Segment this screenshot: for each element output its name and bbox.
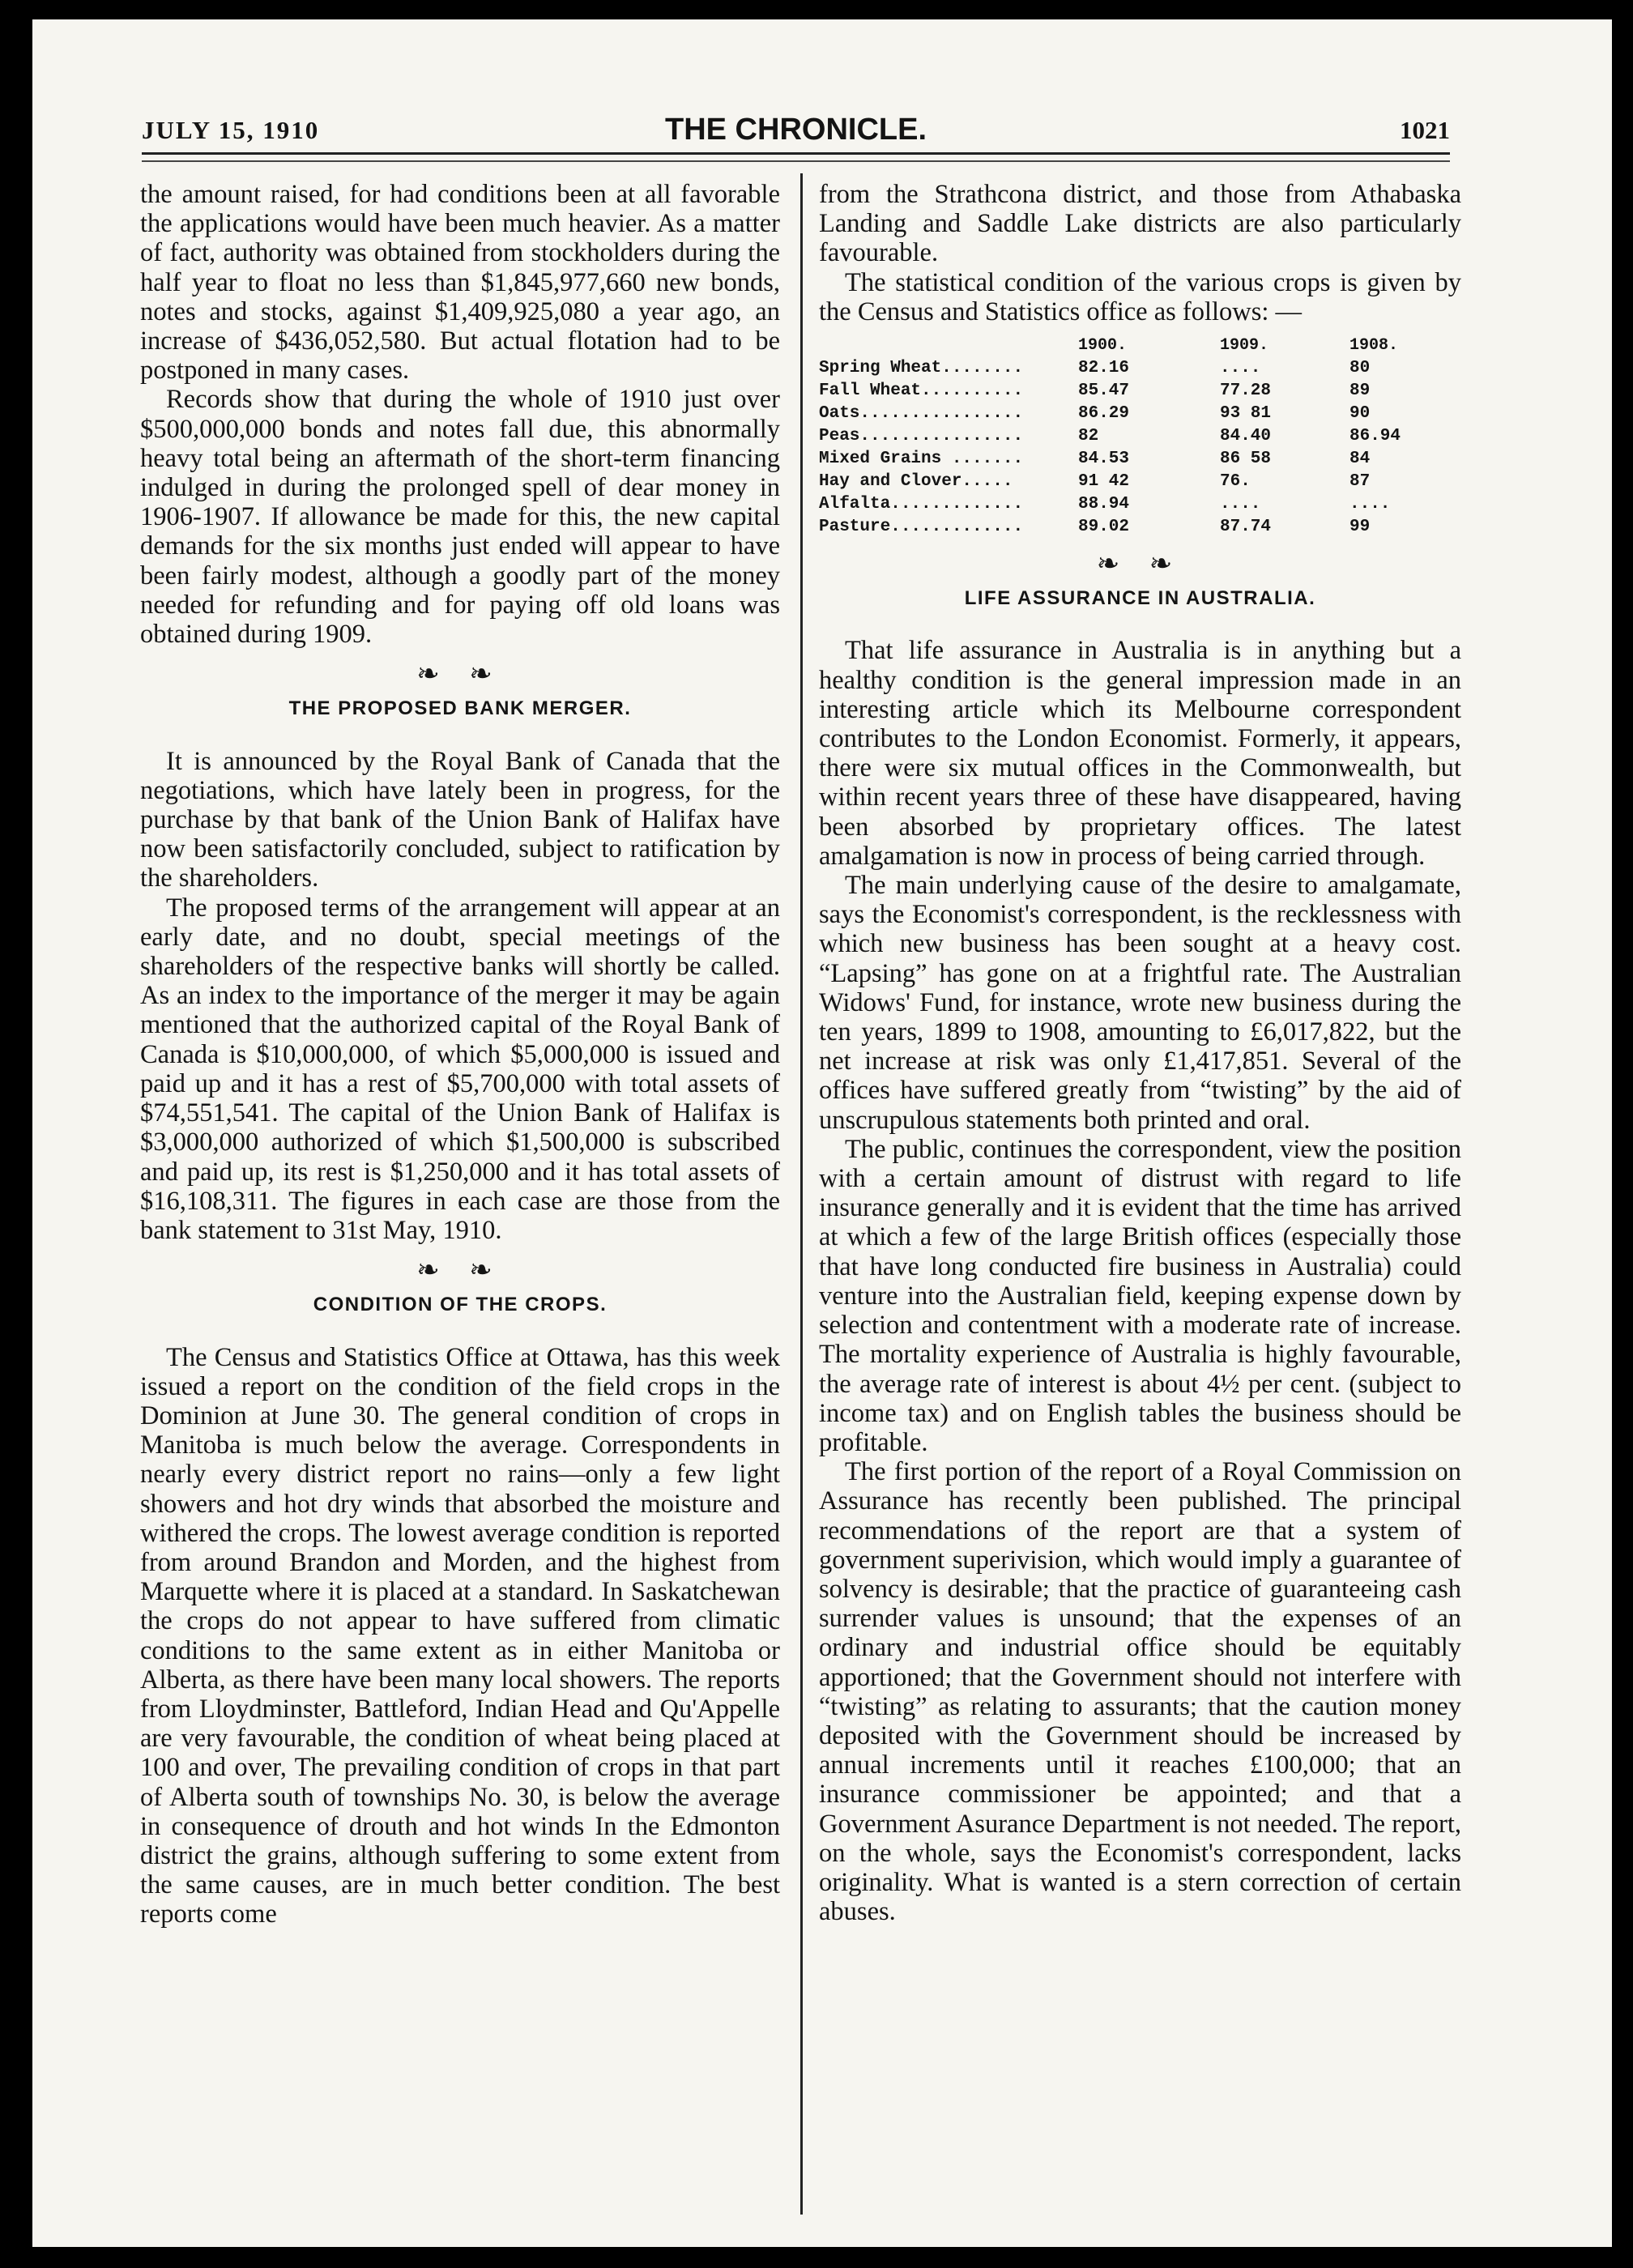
crop-name: Pasture............. bbox=[819, 518, 1024, 537]
table-cell: 87 bbox=[1349, 472, 1371, 492]
table-row bbox=[819, 448, 1461, 471]
table-cell: 84.53 bbox=[1078, 450, 1130, 469]
table-header-cell: 1909. bbox=[1220, 336, 1269, 356]
crop-name: Spring Wheat........ bbox=[819, 359, 1024, 378]
table-header-row bbox=[819, 335, 1461, 357]
table-cell: 93 81 bbox=[1220, 404, 1272, 424]
table-row bbox=[819, 493, 1461, 516]
table-cell: 80 bbox=[1349, 359, 1371, 378]
table-cell: 99 bbox=[1349, 518, 1371, 537]
left-column bbox=[140, 180, 780, 1929]
table-cell: 84 bbox=[1349, 450, 1371, 469]
issue-date: JULY 15, 1910 bbox=[142, 116, 320, 144]
right-column bbox=[819, 180, 1461, 1926]
fleuron-ornament: ❧ ❧ bbox=[416, 659, 504, 690]
table-row bbox=[819, 425, 1461, 448]
headline-bank-merger: THE PROPOSED BANK MERGER. bbox=[288, 697, 632, 720]
table-row bbox=[819, 471, 1461, 493]
table-cell: 76. bbox=[1220, 472, 1251, 492]
table-cell: .... bbox=[1220, 359, 1261, 378]
article-paragraph: from the Strathcona district, and those from Athabaska Landing and Saddle Lake districts are also particularly favourable. bbox=[819, 180, 1461, 268]
table-cell: 84.40 bbox=[1220, 427, 1272, 446]
crop-name: Mixed Grains ....... bbox=[819, 450, 1024, 469]
table-cell: 89 bbox=[1349, 382, 1371, 401]
table-row bbox=[819, 516, 1461, 539]
page-header bbox=[142, 96, 1450, 153]
column-divider bbox=[800, 173, 803, 2215]
table-cell: .... bbox=[1349, 495, 1391, 514]
table-cell: 77.28 bbox=[1220, 382, 1272, 401]
article-paragraph: The first portion of the report of a Royal Commission on Assurance has recently been published. The principal recommendations of the report are that a system of government superivision, which would imply a guarantee of solvency is desirable; that the practice of guaranteeing cash surrender values is unsound; that the expenses of an ordinary and industrial office should be equitably apportioned; that the Government should not interfere with “twisting” as relating to assurants; that the caution money deposited with the Government should be increased by annual increments until it reaches £100,000; that an insurance commissioner be appointed; and that a Government Asurance Department is not needed. The report, on the whole, says the Economist's correspondent, lacks originality. What is wanted is a stern correction of certain abuses. bbox=[819, 1457, 1461, 1927]
table-cell: 85.47 bbox=[1078, 382, 1130, 401]
table-row bbox=[819, 403, 1461, 425]
table-cell: 82.16 bbox=[1078, 359, 1130, 378]
page-number: 1021 bbox=[1400, 116, 1450, 144]
table-cell: 86.94 bbox=[1349, 427, 1401, 446]
crop-condition-table bbox=[819, 335, 1461, 539]
crop-name: Alfalta............. bbox=[819, 495, 1024, 514]
fleuron-ornament: ❧ ❧ bbox=[1096, 549, 1184, 580]
table-cell: 86.29 bbox=[1078, 404, 1130, 424]
table-header-cell bbox=[819, 335, 1078, 357]
table-row bbox=[819, 380, 1461, 403]
table-header-cell: 1900. bbox=[1078, 336, 1128, 356]
publication-title: THE CHRONICLE. bbox=[665, 113, 927, 147]
article-paragraph: the amount raised, for had conditions been at all favorable the applications would have been much heavier. As a matter of fact, authority was obtained from stockholders during the half year to float no less than $1,845,977,660 new bonds, notes and stocks, against $1,409,925,080 a year ago, an increase of $436,052,580. But actual flotation had to be postponed in many cases. bbox=[140, 180, 780, 386]
article-paragraph: Records show that during the whole of 1910 just over $500,000,000 bonds and notes fall due, this abnormally heavy total being an aftermath of the short-term financing indulged in during the prolonged spell of dear money in 1906-1907. If allowance be made for this, the new capital demands for the six months just ended will appear to have been fairly modest, although a goodly part of the money needed for refunding and for paying off old loans was obtained during 1909. bbox=[140, 385, 780, 650]
header-rule bbox=[142, 152, 1450, 162]
table-cell: 86 58 bbox=[1220, 450, 1272, 469]
article-paragraph: That life assurance in Australia is in anything but a healthy condition is the general impression made in an interesting article which its Melbourne correspondent contributes to the London Economist. Formerly, it appears, there were six mutual offices in the Commonwealth, but within recent years three of these have disappeared, having been absorbed by proprietary offices. The latest amalgamation is now in process of being carried through. bbox=[819, 636, 1461, 871]
table-cell: 82 bbox=[1078, 427, 1099, 446]
article-paragraph: The main underlying cause of the desire to amalgamate, says the Economist's correspondent, is the recklessness with which new business has been sought at a heavy cost. “Lapsing” has gone on at a frightful rate. The Australian Widows' Fund, for instance, wrote new business during the ten years, 1899 to 1908, amounting to £6,017,822, but the net increase at risk was only £1,417,851. Several of the offices have suffered greatly from “twisting” by the aid of unscrupulous statements both printed and oral. bbox=[819, 871, 1461, 1135]
table-cell: 91 42 bbox=[1078, 472, 1130, 492]
article-paragraph: The public, continues the correspondent, view the position with a certain amount of distrust with regard to life insurance generally and it is evident that the time has arrived at which a few of the large British offices (especially those that have long conducted fire business in Australia) could venture into the Australian field, keeping expense down by selection and contentment with a moderate rate of increase. The mortality experience of Australia is highly favourable, the average rate of interest is about 4½ per cent. (subject to income tax) and on English tables the business should be profitable. bbox=[819, 1134, 1461, 1457]
crop-name: Peas................ bbox=[819, 427, 1024, 446]
article-paragraph: The proposed terms of the arrangement will appear at an early date, and no doubt, special meetings of the shareholders of the respective banks will shortly be called. As an index to the importance of the merger it may be again mentioned that the authorized capital of the Royal Bank of Canada is $10,000,000, of which $5,000,000 is issued and paid up and it has a rest of $5,700,000 with total assets of $74,551,541. The capital of the Union Bank of Halifax is $3,000,000 authorized of which $1,500,000 is subscribed and paid up, its rest is $1,250,000 and it has total assets of $16,108,311. The figures in each case are those from the bank statement to 31st May, 1910. bbox=[140, 893, 780, 1245]
newspaper-page bbox=[32, 19, 1612, 2247]
article-paragraph: The Census and Statistics Office at Ottawa, has this week issued a report on the condition of the field crops in the Dominion at June 30. The general condition of crops in Manitoba is much below the average. Correspondents in nearly every district report no rains—only a few light showers and hot dry winds that absorbed the moisture and withered the crops. The lowest average condition is reported from around Brandon and Morden, and the highest from Marquette where it is placed at a standard. In Saskatchewan the crops do not appear to have suffered from climatic conditions to the same extent as in either Manitoba or Alberta, as there have been many local showers. The reports from Lloydminster, Battleford, Indian Head and Qu'Appelle are very favourable, the condition of wheat being placed at 100 and over, The prevailing condition of crops in that part of Alberta south of townships No. 30, is below the average in consequence of drouth and hot winds In the Edmonton district the grains, although suffering to some extent from the same causes, are in much better condition. The best reports come bbox=[140, 1342, 780, 1929]
table-header-cell: 1908. bbox=[1349, 336, 1399, 356]
table-row bbox=[819, 357, 1461, 380]
fleuron-ornament: ❧ ❧ bbox=[416, 1256, 504, 1286]
crop-name: Oats................ bbox=[819, 404, 1024, 424]
table-cell: 89.02 bbox=[1078, 518, 1130, 537]
crop-name: Fall Wheat.......... bbox=[819, 382, 1024, 401]
crop-name: Hay and Clover..... bbox=[819, 472, 1013, 492]
table-cell: 87.74 bbox=[1220, 518, 1272, 537]
table-cell: 90 bbox=[1349, 404, 1371, 424]
table-cell: .... bbox=[1220, 495, 1261, 514]
headline-crop-condition: CONDITION OF THE CROPS. bbox=[313, 1294, 608, 1316]
article-paragraph: It is announced by the Royal Bank of Canada that the negotiations, which have lately been in progress, for the purchase by that bank of the Union Bank of Halifax have now been satisfactorily concluded, subject to ratification by the shareholders. bbox=[140, 746, 780, 893]
table-cell: 88.94 bbox=[1078, 495, 1130, 514]
article-paragraph: The statistical condition of the various crops is given by the Census and Statistics office as follows: — bbox=[819, 267, 1461, 326]
headline-life-assurance: LIFE ASSURANCE IN AUSTRALIA. bbox=[964, 587, 1316, 610]
